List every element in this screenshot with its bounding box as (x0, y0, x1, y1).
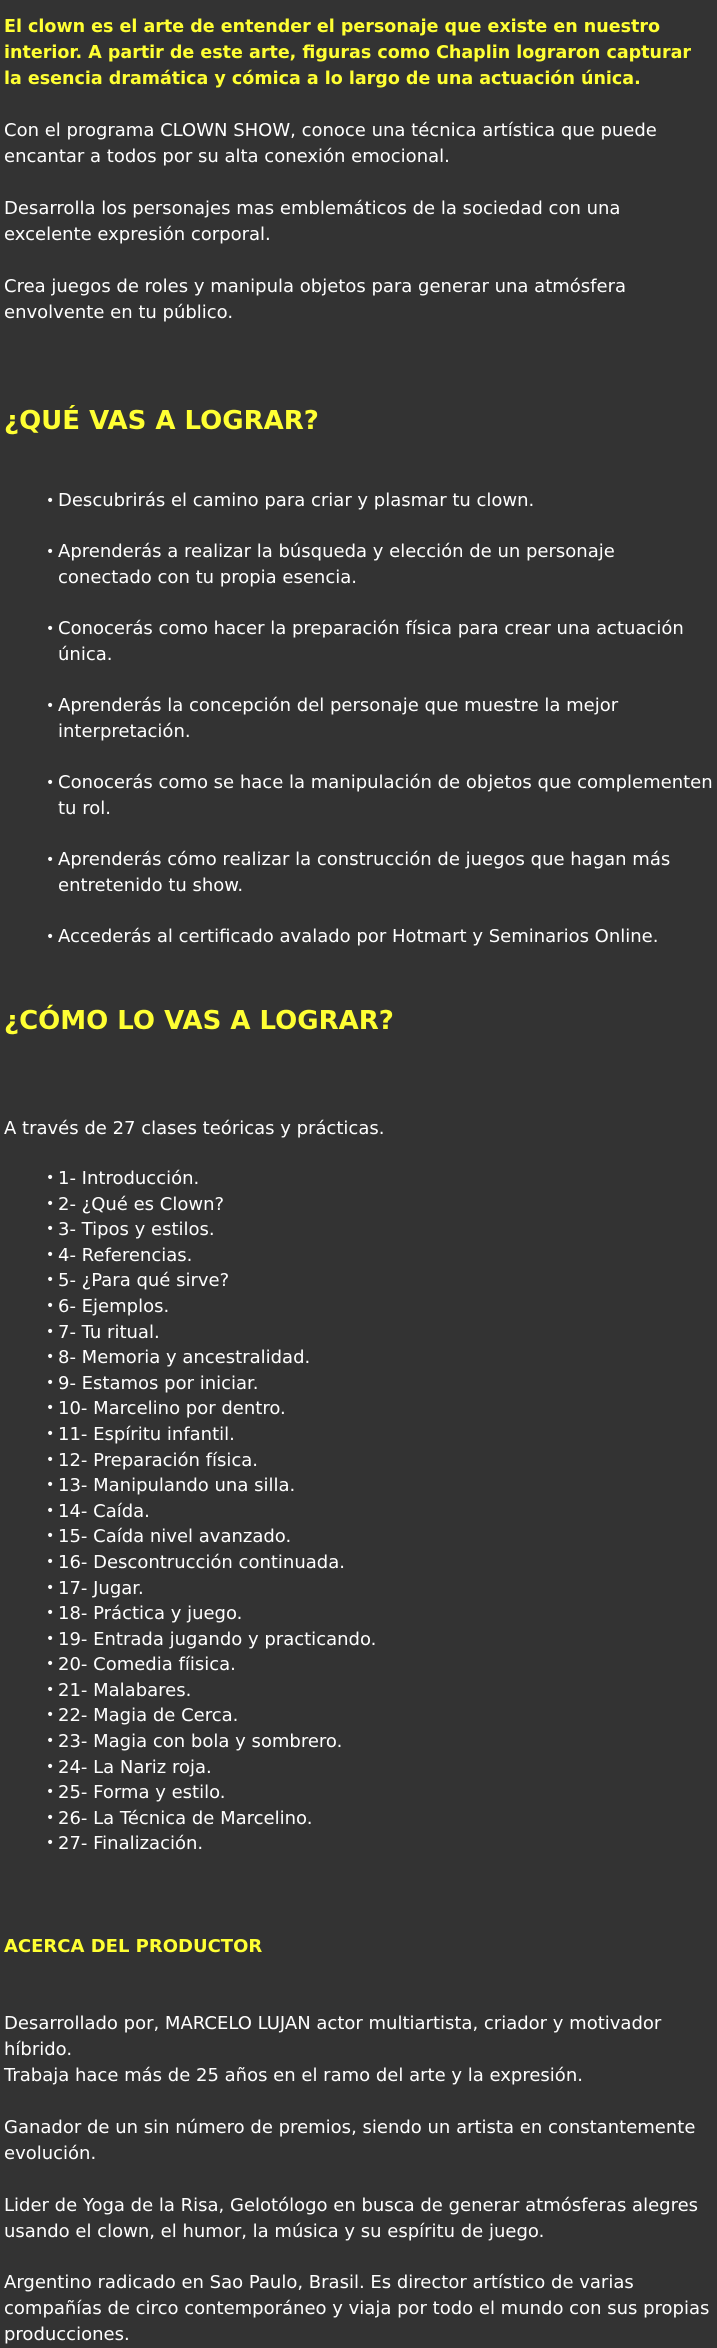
class-item: • 8- Memoria y ancestralidad. (46, 1345, 714, 1371)
class-item: • 16- Descontrucción continuada. (46, 1550, 714, 1576)
class-item: • 25- Forma y estilo. (46, 1780, 714, 1806)
goal-item: • Descubrirás el camino para criar y plasmar tu clown. (46, 488, 714, 514)
class-item: • 7- Tu ritual. (46, 1320, 714, 1346)
classes-list (46, 1166, 714, 1857)
class-item: • 27- Finalización. (46, 1831, 714, 1857)
goal-item: • Conocerás como se hace la manipulación de objetos que complementen tu rol. (46, 770, 714, 822)
class-item: • 14- Caída. (46, 1499, 714, 1525)
goal-item: • Conocerás como hacer la preparación física para crear una actuación única. (46, 616, 714, 668)
class-item: • 17- Jugar. (46, 1576, 714, 1602)
producer-paragraph: Ganador de un sin número de premios, siendo un artista en constantemente evolución. (4, 2117, 696, 2164)
goal-item: • Accederás al certificado avalado por Hotmart y Seminarios Online. (46, 924, 714, 950)
method-heading: ¿CÓMO LO VAS A LOGRAR? (4, 1006, 394, 1036)
class-item: • 24- La Nariz roja. (46, 1755, 714, 1781)
class-item: • 21- Malabares. (46, 1678, 714, 1704)
class-item: • 12- Preparación física. (46, 1448, 714, 1474)
producer-paragraph: Desarrollado por, MARCELO LUJAN actor multiartista, criador y motivador híbrido. (4, 2013, 662, 2060)
class-item: • 23- Magia con bola y sombrero. (46, 1729, 714, 1755)
class-item: • 9- Estamos por iniciar. (46, 1371, 714, 1397)
goal-item: • Aprenderás la concepción del personaje que muestre la mejor interpretación. (46, 693, 714, 745)
intro-paragraph: Desarrolla los personajes mas emblemáticos de la sociedad con una excelente expresión corporal. (4, 198, 621, 245)
class-item: • 4- Referencias. (46, 1243, 714, 1269)
goals-list (46, 488, 714, 975)
class-item: • 13- Manipulando una silla. (46, 1473, 714, 1499)
class-item: • 6- Ejemplos. (46, 1294, 714, 1320)
class-item: • 5- ¿Para qué sirve? (46, 1268, 714, 1294)
class-item: • 2- ¿Qué es Clown? (46, 1192, 714, 1218)
producer-paragraph: Trabaja hace más de 25 años en el ramo del arte y la expresión. (4, 2065, 583, 2086)
method-intro: A través de 27 clases teóricas y prácticas. (4, 1118, 385, 1139)
class-item: • 19- Entrada jugando y practicando. (46, 1627, 714, 1653)
class-item: • 15- Caída nivel avanzado. (46, 1524, 714, 1550)
goal-item: • Aprenderás cómo realizar la construcción de juegos que hagan más entretenido tu show. (46, 847, 714, 899)
producer-paragraph: Lider de Yoga de la Risa, Gelotólogo en busca de generar atmósferas alegres usando el clown, el humor, la música y su espíritu de juego. (4, 2195, 699, 2242)
class-item: • 3- Tipos y estilos. (46, 1217, 714, 1243)
class-item: • 11- Espíritu infantil. (46, 1422, 714, 1448)
goal-item: • Aprenderás a realizar la búsqueda y elección de un personaje conectado con tu propia esencia. (46, 539, 714, 591)
class-item: • 1- Introducción. (46, 1166, 714, 1192)
class-item: • 26- La Técnica de Marcelino. (46, 1806, 714, 1832)
producer-paragraph: Argentino radicado en Sao Paulo, Brasil. Es director artístico de varias compañías de circo contemporáneo y viaja por todo el mundo con sus propias producciones. (4, 2272, 710, 2345)
class-item: • 20- Comedia fíisica. (46, 1652, 714, 1678)
producer-heading: ACERCA DEL PRODUCTOR (4, 1936, 263, 1957)
class-item: • 22- Magia de Cerca. (46, 1703, 714, 1729)
intro-paragraph: Con el programa CLOWN SHOW, conoce una técnica artística que puede encantar a todos por su alta conexión emocional. (4, 120, 657, 167)
class-item: • 10- Marcelino por dentro. (46, 1396, 714, 1422)
goals-heading: ¿QUÉ VAS A LOGRAR? (4, 406, 319, 436)
intro-highlight: El clown es el arte de entender el personaje que existe en nuestro interior. A partir de este arte, figuras como Chaplin lograron capturar la esencia dramática y cómica a lo largo de una actuación única. (4, 17, 692, 89)
intro-paragraph: Crea juegos de roles y manipula objetos para generar una atmósfera envolvente en tu público. (4, 276, 627, 323)
class-item: • 18- Práctica y juego. (46, 1601, 714, 1627)
